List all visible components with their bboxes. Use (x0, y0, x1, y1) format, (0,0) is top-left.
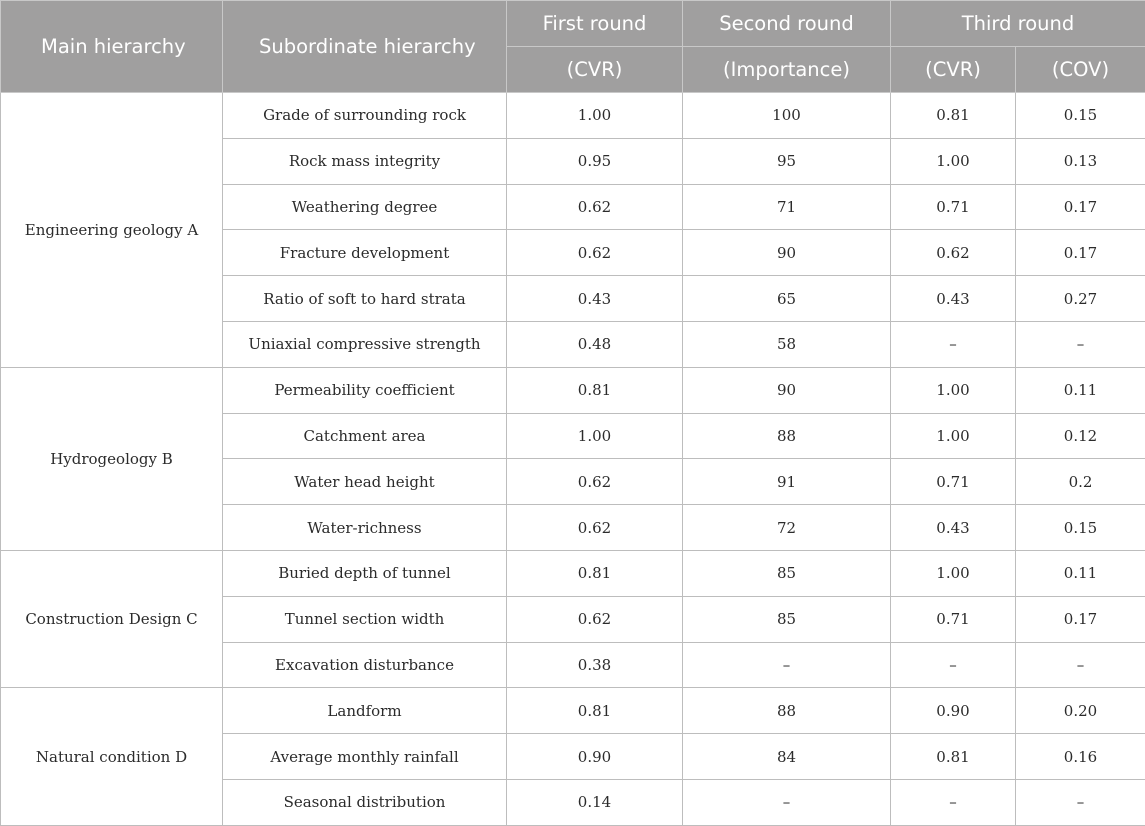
table-row (1, 367, 1145, 413)
table-body (1, 93, 1145, 826)
third-round-cov-cell: – (1016, 779, 1145, 825)
table-header (1, 1, 1145, 93)
second-round-importance-cell: 85 (683, 596, 891, 642)
third-round-cov-cell: 0.11 (1016, 367, 1145, 413)
third-round-cvr-cell: 0.81 (891, 734, 1016, 780)
second-round-importance-cell: 95 (683, 138, 891, 184)
second-round-importance-cell: 71 (683, 184, 891, 230)
subordinate-hierarchy-cell: Grade of surrounding rock (223, 93, 507, 139)
subordinate-hierarchy-cell: Catchment area (223, 413, 507, 459)
third-round-cvr-cell: – (891, 642, 1016, 688)
second-round-importance-cell: 100 (683, 93, 891, 139)
main-hierarchy-cell: Hydrogeology B (1, 367, 223, 550)
third-round-cov-cell: – (1016, 642, 1145, 688)
second-round-importance-cell: 85 (683, 550, 891, 596)
third-round-cov-cell: 0.15 (1016, 505, 1145, 551)
main-hierarchy-cell: Engineering geology A (1, 93, 223, 368)
subordinate-hierarchy-cell: Buried depth of tunnel (223, 550, 507, 596)
second-round-importance-cell: 90 (683, 230, 891, 276)
header-third-cvr: (CVR) (891, 47, 1016, 93)
third-round-cvr-cell: 1.00 (891, 367, 1016, 413)
first-round-cvr-cell: 0.62 (507, 459, 683, 505)
header-second-importance: (Importance) (683, 47, 891, 93)
third-round-cov-cell: 0.17 (1016, 596, 1145, 642)
first-round-cvr-cell: 0.38 (507, 642, 683, 688)
first-round-cvr-cell: 1.00 (507, 413, 683, 459)
third-round-cvr-cell: 0.71 (891, 184, 1016, 230)
first-round-cvr-cell: 1.00 (507, 93, 683, 139)
table-row (1, 550, 1145, 596)
table-row (1, 93, 1145, 139)
third-round-cvr-cell: – (891, 779, 1016, 825)
first-round-cvr-cell: 0.14 (507, 779, 683, 825)
main-hierarchy-cell: Construction Design C (1, 550, 223, 687)
second-round-importance-cell: 90 (683, 367, 891, 413)
table-row (1, 688, 1145, 734)
second-round-importance-cell: 88 (683, 413, 891, 459)
subordinate-hierarchy-cell: Seasonal distribution (223, 779, 507, 825)
third-round-cvr-cell: 1.00 (891, 413, 1016, 459)
third-round-cvr-cell: – (891, 321, 1016, 367)
subordinate-hierarchy-cell: Tunnel section width (223, 596, 507, 642)
first-round-cvr-cell: 0.62 (507, 505, 683, 551)
main-hierarchy-cell: Natural condition D (1, 688, 223, 825)
header-third-cov: (COV) (1016, 47, 1145, 93)
subordinate-hierarchy-cell: Landform (223, 688, 507, 734)
third-round-cov-cell: 0.15 (1016, 93, 1145, 139)
third-round-cvr-cell: 0.43 (891, 505, 1016, 551)
third-round-cvr-cell: 1.00 (891, 138, 1016, 184)
first-round-cvr-cell: 0.81 (507, 688, 683, 734)
second-round-importance-cell: 91 (683, 459, 891, 505)
header-second-round: Second round (683, 1, 891, 47)
subordinate-hierarchy-cell: Excavation disturbance (223, 642, 507, 688)
first-round-cvr-cell: 0.81 (507, 550, 683, 596)
third-round-cov-cell: 0.16 (1016, 734, 1145, 780)
second-round-importance-cell: 72 (683, 505, 891, 551)
second-round-importance-cell: 58 (683, 321, 891, 367)
second-round-importance-cell: – (683, 642, 891, 688)
subordinate-hierarchy-cell: Fracture development (223, 230, 507, 276)
third-round-cvr-cell: 0.90 (891, 688, 1016, 734)
header-first-round: First round (507, 1, 683, 47)
subordinate-hierarchy-cell: Uniaxial compressive strength (223, 321, 507, 367)
third-round-cvr-cell: 1.00 (891, 550, 1016, 596)
subordinate-hierarchy-cell: Permeability coefficient (223, 367, 507, 413)
first-round-cvr-cell: 0.48 (507, 321, 683, 367)
third-round-cov-cell: 0.12 (1016, 413, 1145, 459)
header-subordinate-hierarchy: Subordinate hierarchy (223, 1, 507, 93)
first-round-cvr-cell: 0.95 (507, 138, 683, 184)
subordinate-hierarchy-cell: Rock mass integrity (223, 138, 507, 184)
third-round-cov-cell: 0.27 (1016, 276, 1145, 322)
subordinate-hierarchy-cell: Weathering degree (223, 184, 507, 230)
third-round-cov-cell: 0.17 (1016, 184, 1145, 230)
header-third-round: Third round (891, 1, 1145, 47)
subordinate-hierarchy-cell: Water head height (223, 459, 507, 505)
second-round-importance-cell: – (683, 779, 891, 825)
third-round-cvr-cell: 0.71 (891, 596, 1016, 642)
second-round-importance-cell: 84 (683, 734, 891, 780)
first-round-cvr-cell: 0.90 (507, 734, 683, 780)
third-round-cvr-cell: 0.43 (891, 276, 1016, 322)
header-first-cvr: (CVR) (507, 47, 683, 93)
header-main-hierarchy: Main hierarchy (1, 1, 223, 93)
third-round-cov-cell: 0.2 (1016, 459, 1145, 505)
third-round-cov-cell: 0.11 (1016, 550, 1145, 596)
subordinate-hierarchy-cell: Average monthly rainfall (223, 734, 507, 780)
first-round-cvr-cell: 0.62 (507, 184, 683, 230)
subordinate-hierarchy-cell: Water-richness (223, 505, 507, 551)
first-round-cvr-cell: 0.81 (507, 367, 683, 413)
third-round-cov-cell: 0.17 (1016, 230, 1145, 276)
third-round-cov-cell: – (1016, 321, 1145, 367)
third-round-cvr-cell: 0.71 (891, 459, 1016, 505)
header-row-1 (1, 1, 1145, 47)
third-round-cvr-cell: 0.81 (891, 93, 1016, 139)
third-round-cvr-cell: 0.62 (891, 230, 1016, 276)
second-round-importance-cell: 88 (683, 688, 891, 734)
subordinate-hierarchy-cell: Ratio of soft to hard strata (223, 276, 507, 322)
third-round-cov-cell: 0.20 (1016, 688, 1145, 734)
third-round-cov-cell: 0.13 (1016, 138, 1145, 184)
first-round-cvr-cell: 0.62 (507, 596, 683, 642)
first-round-cvr-cell: 0.62 (507, 230, 683, 276)
first-round-cvr-cell: 0.43 (507, 276, 683, 322)
second-round-importance-cell: 65 (683, 276, 891, 322)
